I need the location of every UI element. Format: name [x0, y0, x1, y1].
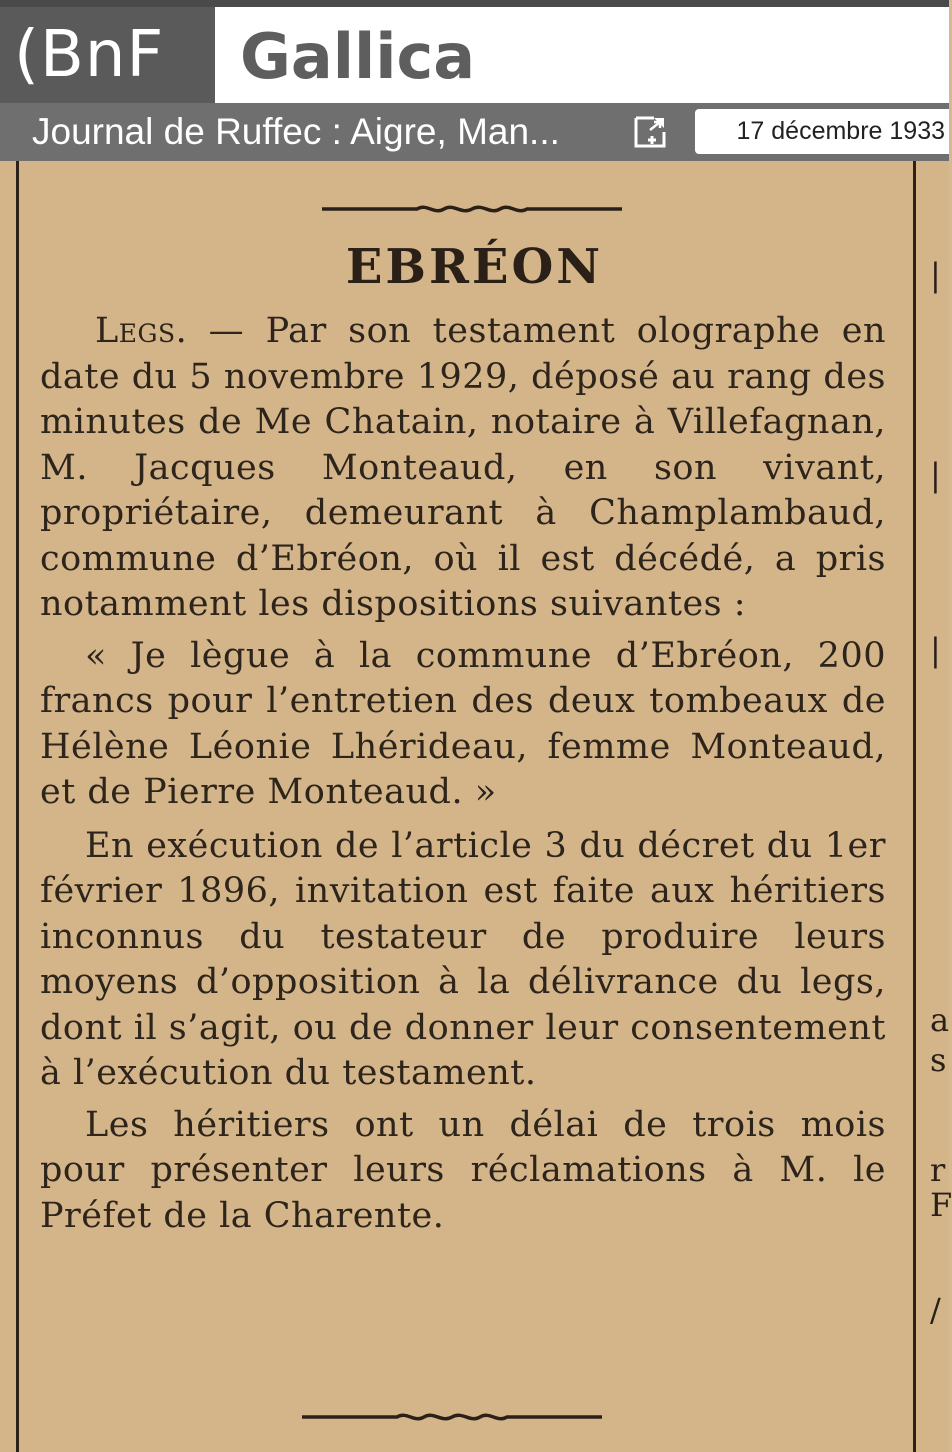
paragraph-text: — Par son testament olographe en date du 5 novembre 1929, déposé au rang des minutes de Me Chatain, notaire à Villefagnan, M. Jacques Monteaud, en son vivant, propriétaire, demeurant à Champlambaud, commune d’Ebréon, où il est décédé, a pris notamment les dispositions suivantes : [40, 311, 886, 624]
section-ornament-bottom [302, 1407, 602, 1427]
page-share-icon[interactable] [630, 110, 672, 152]
scanned-page-viewer[interactable] [0, 161, 952, 1452]
issue-date-selector[interactable] [695, 109, 949, 154]
article-paragraph-execution: En exécution de l’article 3 du décret du 1er février 1896, invitation est faite aux héritiers inconnus du testateur de produire leurs moyens d’opposition à la délivrance du legs, dont il s’agit, ou de donner leur consentement à l’exécution du testament. [40, 825, 886, 1093]
issue-date-label: 17 décembre 1933 [736, 117, 945, 145]
column-rule-left [16, 161, 19, 1452]
top-header [0, 7, 949, 103]
document-bar [0, 103, 949, 161]
status-bar [0, 0, 949, 7]
article-paragraph-quote: « Je lègue à la commune d’Ebréon, 200 francs pour l’entretien des deux tombeaux de Hélène Léonie Lhérideau, femme Monteaud, et de Pierre Monteaud. » [40, 635, 886, 812]
article-paragraph-heirs: Les héritiers ont un délai de trois mois pour présenter leurs réclamations à M. le Préfet de la Charente. [40, 1104, 886, 1236]
gallica-brand-title[interactable]: Gallica [240, 20, 476, 93]
column-rule-right [913, 161, 916, 1452]
section-ornament-top [322, 199, 622, 219]
article-body [40, 309, 886, 1239]
document-title[interactable]: Journal de Ruffec : Aigre, Man... [32, 111, 560, 152]
paragraph-lead-word: Legs. [95, 311, 188, 351]
article-paragraph-legs [40, 309, 886, 628]
bnf-logo[interactable]: (BnF [0, 7, 215, 103]
article-heading: EBRÉON [345, 239, 604, 295]
adjacent-column-edge: | | | a s r F / [930, 256, 952, 1329]
